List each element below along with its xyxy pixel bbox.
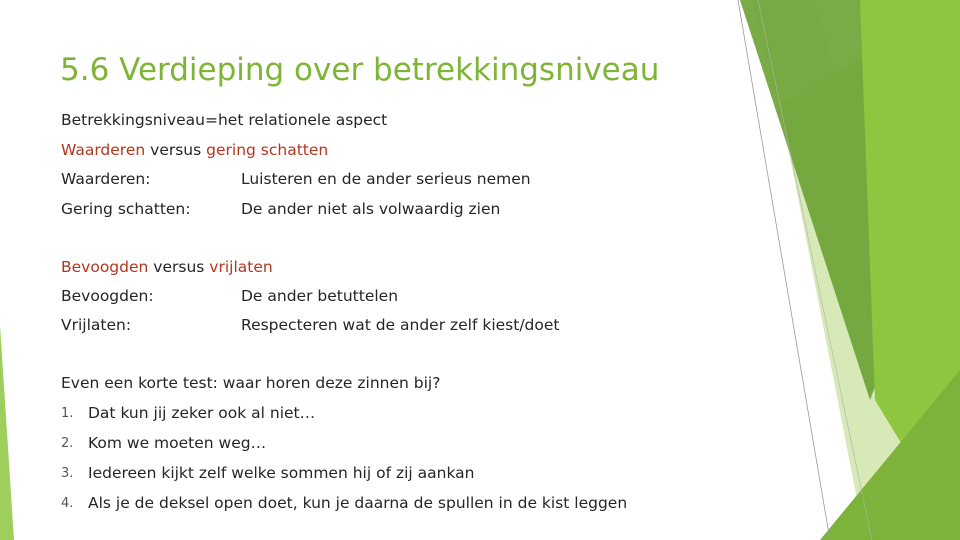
test-item-text: Iedereen kijkt zelf welke sommen hij of zij aankan [88,464,475,482]
test-item-number: 1. [61,406,74,421]
section1-row1-label: Waarderen: [61,170,151,188]
intro-text: Betrekkingsniveau=het relationele aspect [61,111,388,129]
section2-term1: Bevoogden [61,258,149,276]
section1-heading [61,141,328,159]
deco-left-sliver [0,325,14,540]
section1-term2: gering schatten [206,141,329,159]
section1-row2-value: De ander niet als volwaardig zien [241,200,501,218]
test-item-text: Kom we moeten weg… [88,434,267,452]
section2-row2-label: Vrijlaten: [61,316,132,334]
section1-sep: versus [150,141,202,159]
section2-row2-value: Respecteren wat de ander zelf kiest/doet [241,316,560,334]
test-item-text: Als je de deksel open doet, kun je daarna de spullen in de kist leggen [88,494,628,512]
section1-row1-value: Luisteren en de ander serieus nemen [241,170,531,188]
section2-term2: vrijlaten [209,258,273,276]
test-question: Even een korte test: waar horen deze zinnen bij? [61,374,441,392]
section2-sep: versus [153,258,205,276]
test-item-number: 3. [61,466,74,481]
test-item-text: Dat kun jij zeker ook al niet… [88,404,316,422]
test-item-number: 2. [61,436,74,451]
section1-term1: Waarderen [61,141,146,159]
section1-row2-label: Gering schatten: [61,200,191,218]
slide-title: 5.6 Verdieping over betrekkingsniveau [60,52,660,88]
test-item-number: 4. [61,496,74,511]
section2-heading [61,258,273,276]
section2-row1-value: De ander betuttelen [241,287,399,305]
section2-row1-label: Bevoogden: [61,287,154,305]
